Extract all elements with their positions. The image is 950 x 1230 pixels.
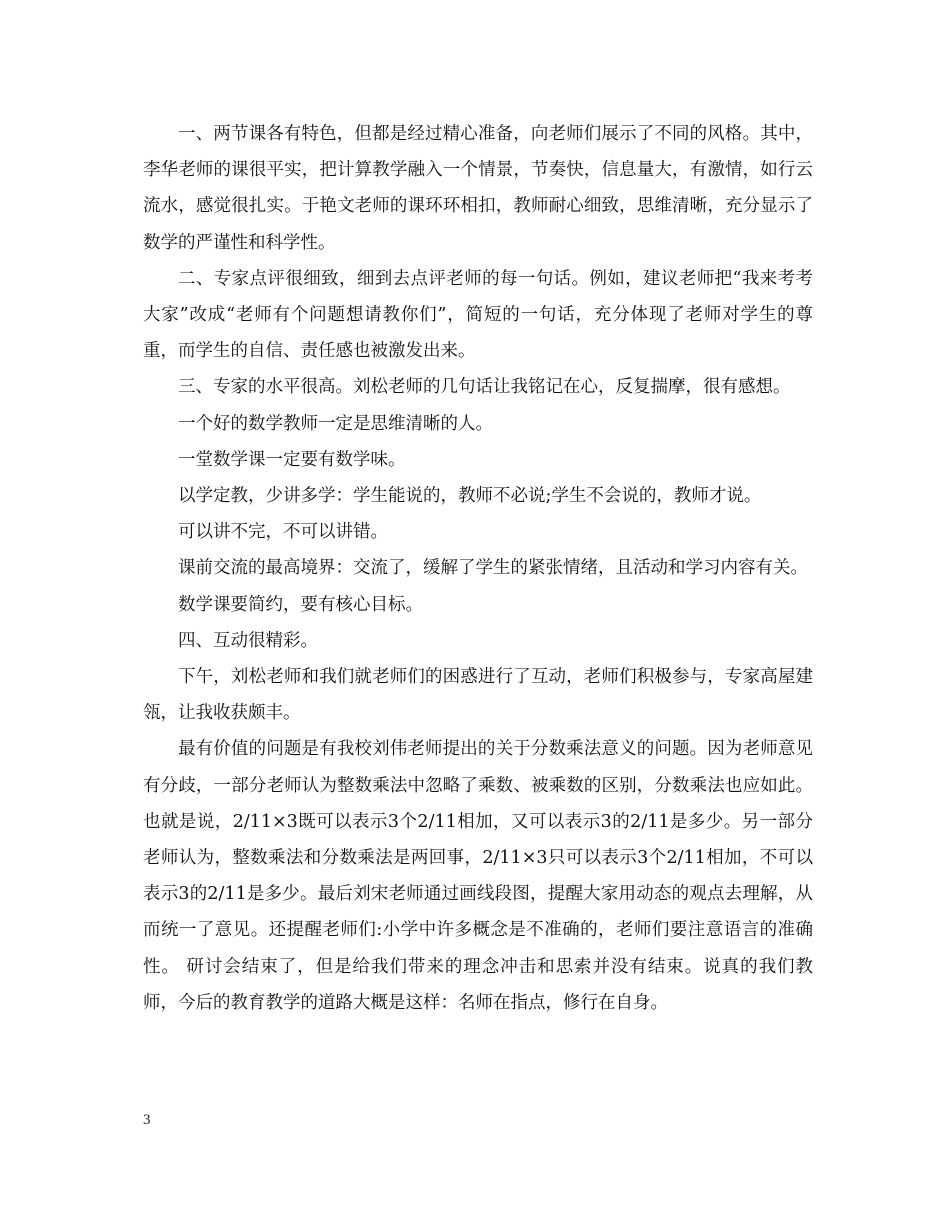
paragraph-12: 最有价值的问题是有我校刘伟老师提出的关于分数乘法意义的问题。因为老师意见有分歧，一部分老师认为整数乘法中忽略了乘数、被乘数的区别，分数乘法也应如此。也就是说，2/11×3既可以表示3个2/11相加，又可以表示3的2/11是多少。另一部分老师认为，整数乘法和分数乘法是两回事，2/11×3只可以表示3个2/11相加，不可以表示3的2/11是多少。最后刘宋老师通过画线段图，提醒大家用动态的观点去理解，从而统一了意见。还提醒老师们:小学中许多概念是不准确的，老师们要注意语言的准确性。 研讨会结束了，但是给我们带来的理念冲击和思索并没有结束。说真的我们教师，今后的教育教学的道路大概是这样：名师在指点，修行在自身。 xyxy=(143,739,813,1013)
paragraph-6: 以学定教，少讲多学：学生能说的，教师不必说;学生不会说的，教师才说。 xyxy=(178,486,762,507)
paragraph-7: 可以讲不完，不可以讲错。 xyxy=(178,522,388,543)
paragraph-10: 四、互动很精彩。 xyxy=(178,630,318,651)
paragraph-9: 数学课要简约，要有核心目标。 xyxy=(178,594,423,615)
page-number: 3 xyxy=(143,1112,151,1128)
paragraph-11: 下午，刘松老师和我们就老师们的困惑进行了互动，老师们积极参与，专家高屋建瓴，让我收获颇丰。 xyxy=(143,667,813,724)
paragraph-4: 一个好的数学教师一定是思维清晰的人。 xyxy=(178,413,493,434)
paragraph-5: 一堂数学课一定要有数学味。 xyxy=(178,449,406,470)
paragraph-8: 课前交流的最高境界：交流了，缓解了学生的紧张情绪，且活动和学习内容有关。 xyxy=(178,558,808,579)
paragraph-1: 一、两节课各有特色，但都是经过精心准备，向老师们展示了不同的风格。其中，李华老师的课很平实，把计算教学融入一个情景，节奏快，信息量大，有激情，如行云流水，感觉很扎实。于艳文老师的课环环相扣，教师耐心细致，思维清晰，充分显示了数学的严谨性和科学性。 xyxy=(143,124,813,253)
document-body xyxy=(143,116,813,1021)
paragraph-2: 二、专家点评很细致，细到去点评老师的每一句话。例如，建议老师把“我来考考大家”改成“老师有个问题想请教你们”，简短的一句话，充分体现了老师对学生的尊重，而学生的自信、责任感也被激发出来。 xyxy=(143,268,813,362)
paragraph-3: 三、专家的水平很高。刘松老师的几句话让我铭记在心，反复揣摩，很有感想。 xyxy=(178,377,791,398)
